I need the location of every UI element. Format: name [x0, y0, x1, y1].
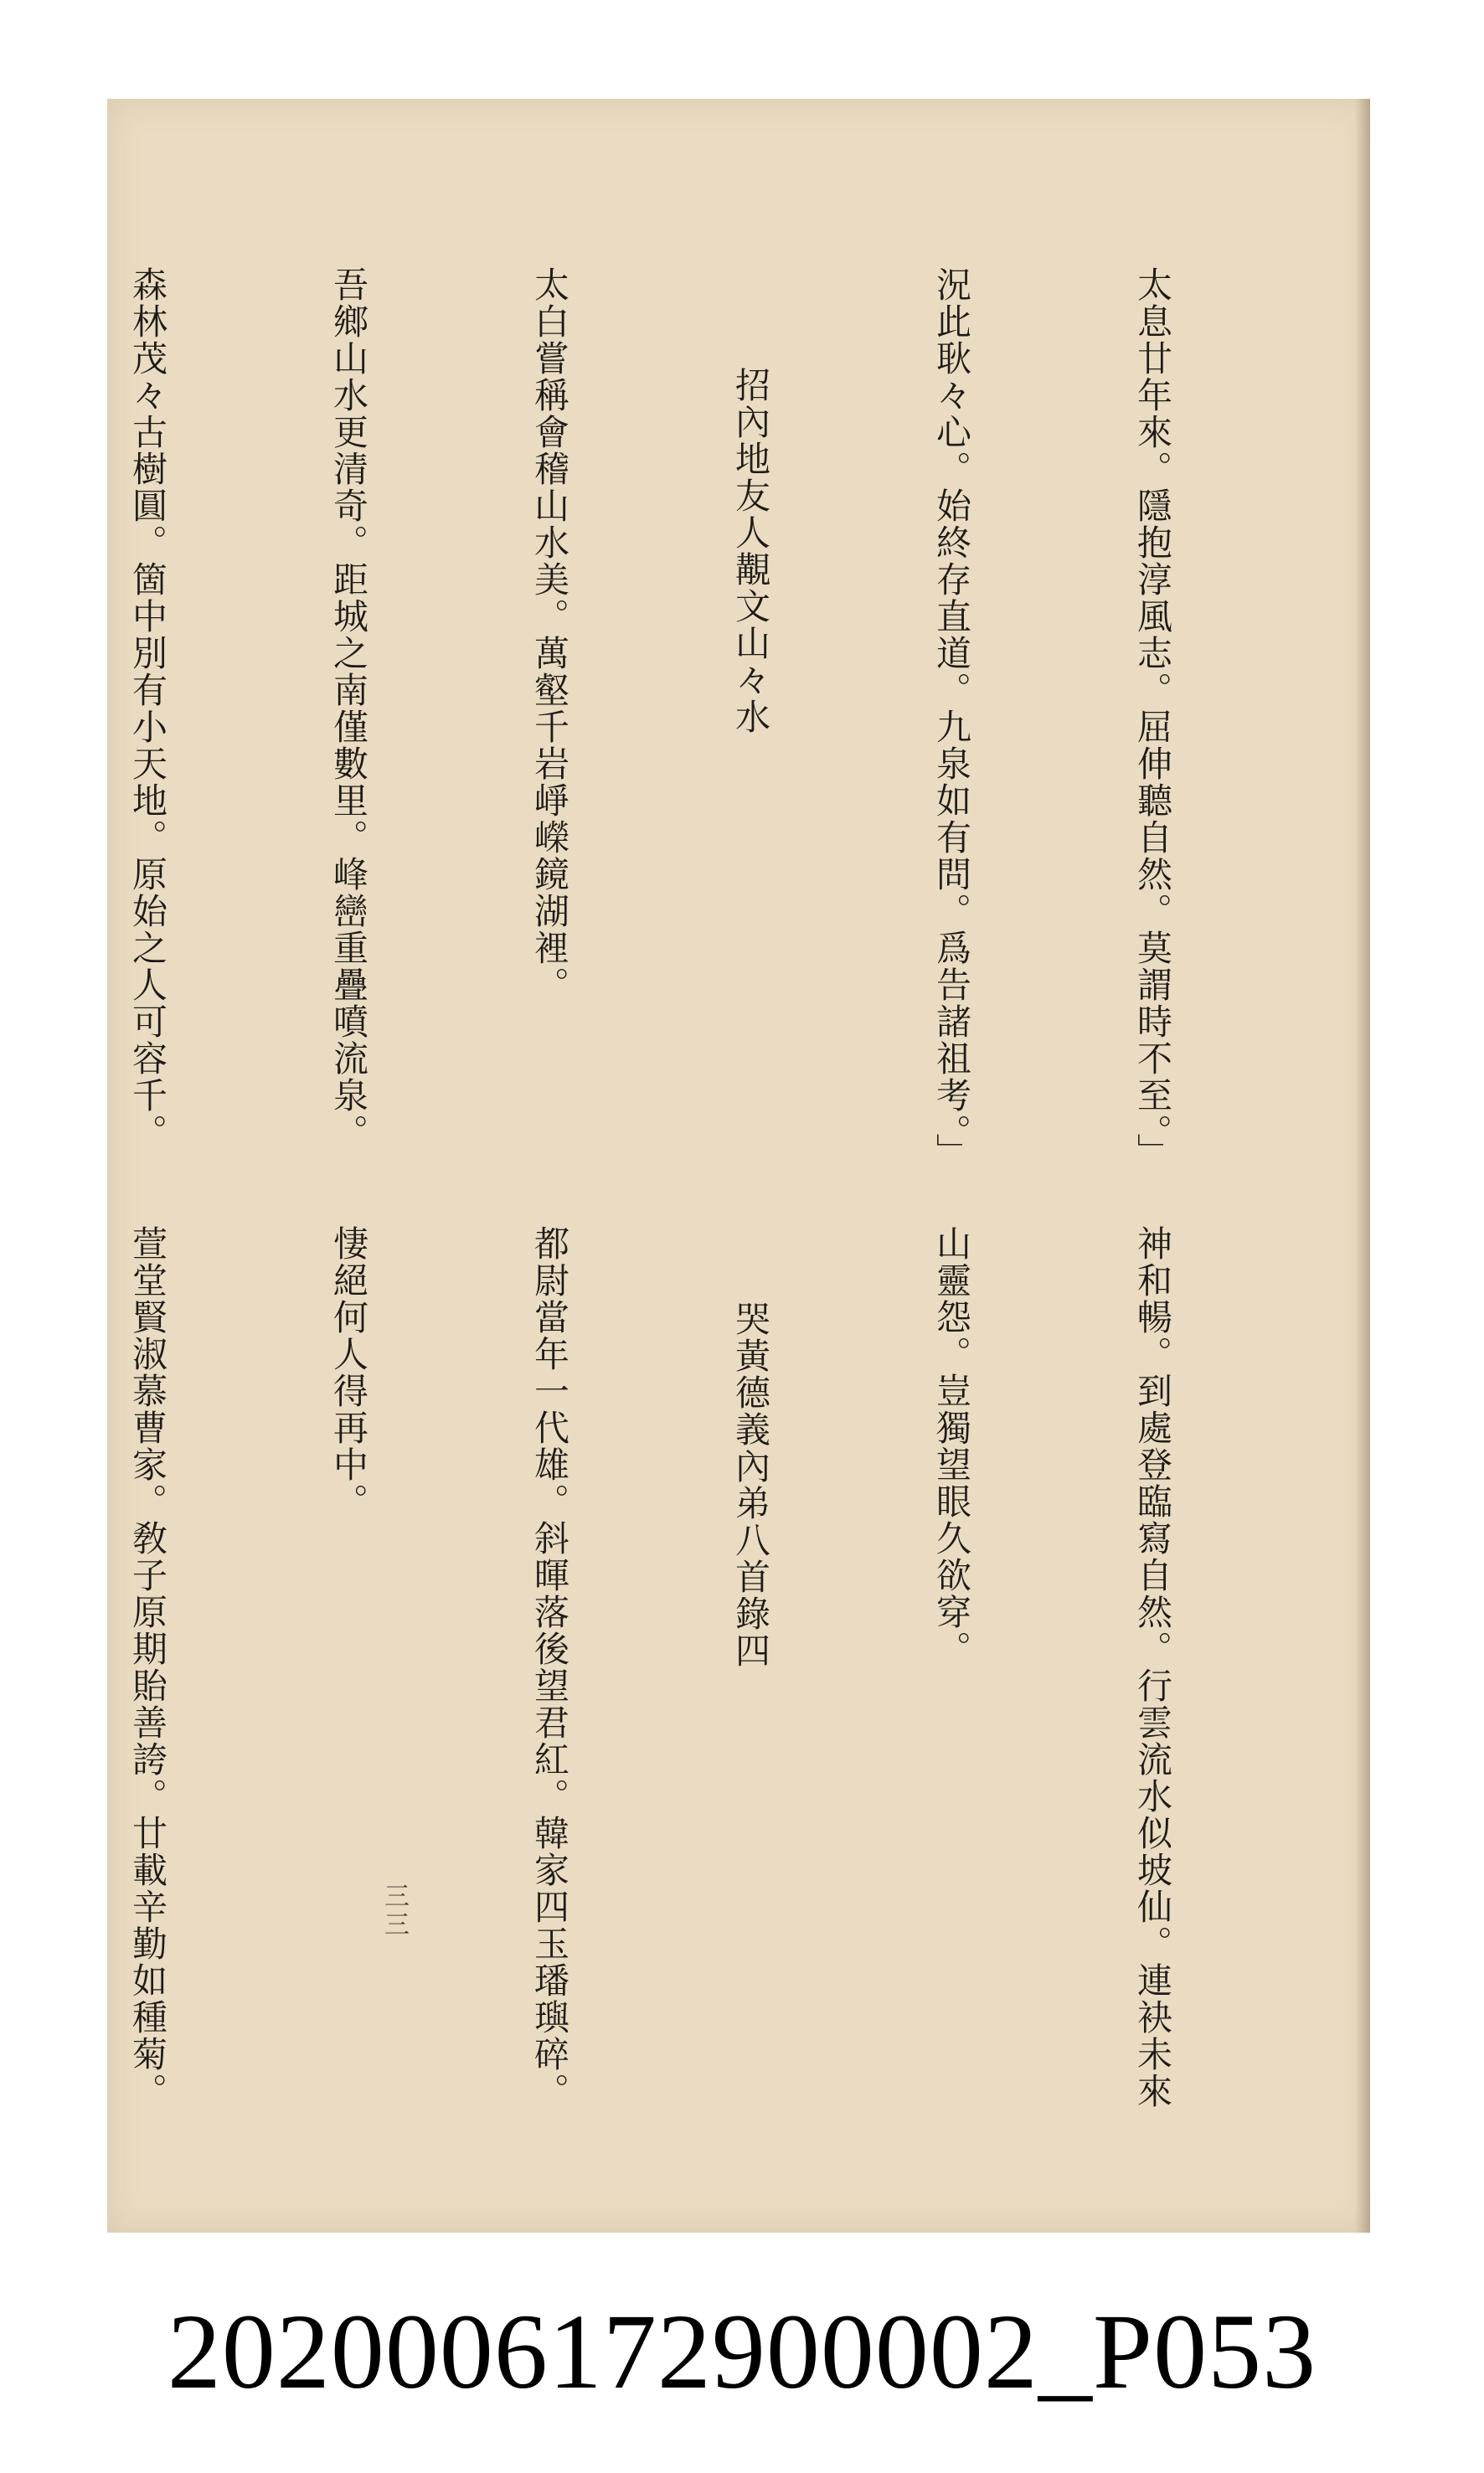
lower-text-block [127, 1225, 1320, 2155]
text-line: 萱堂賢淑慕曹家。敎子原期貽善誇。廿載辛勤如種菊。 [127, 1225, 168, 2110]
text-line: 都尉當年一代雄。斜暉落後望君紅。韓家四玉璠璵碎。 [529, 1225, 570, 2110]
text-line: 山靈怨。豈獨望眼久欲穿。 [931, 1225, 972, 1667]
text-line: 況此耿々心。始終存直道。九泉如有問。爲告諸祖考。」 [931, 266, 972, 1170]
archive-id-label: 2020006172900002_P053 [167, 2292, 1317, 2411]
text-line: 太息廿年來。隱抱淳風志。屈伸聽自然。莫謂時不至。」 [1132, 266, 1173, 1170]
text-line: 森林茂々古樹圓。箇中別有小天地。原始之人可容千。 [127, 266, 168, 1151]
poem-title: 哭黃德義內弟八首錄四 [730, 1301, 771, 1669]
text-line: 太白嘗稱會稽山水美。萬壑千岩崢嶸鏡湖裡。 [529, 266, 570, 1003]
text-line: 神和暢。到處登臨寫自然。行雲流水似坡仙。連袂未來 [1132, 1225, 1173, 2110]
page-number: 三三 [379, 1883, 409, 1940]
scanned-page [107, 99, 1370, 2233]
text-line: 悽絕何人得再中。 [328, 1225, 369, 1520]
poem-title: 招內地友人覯文山々水 [730, 367, 771, 735]
binding-edge [1355, 99, 1370, 2233]
upper-text-block [127, 266, 1320, 1188]
text-line: 吾鄉山水更清奇。距城之南僅數里。峰巒重疊噴流泉。 [328, 266, 369, 1151]
